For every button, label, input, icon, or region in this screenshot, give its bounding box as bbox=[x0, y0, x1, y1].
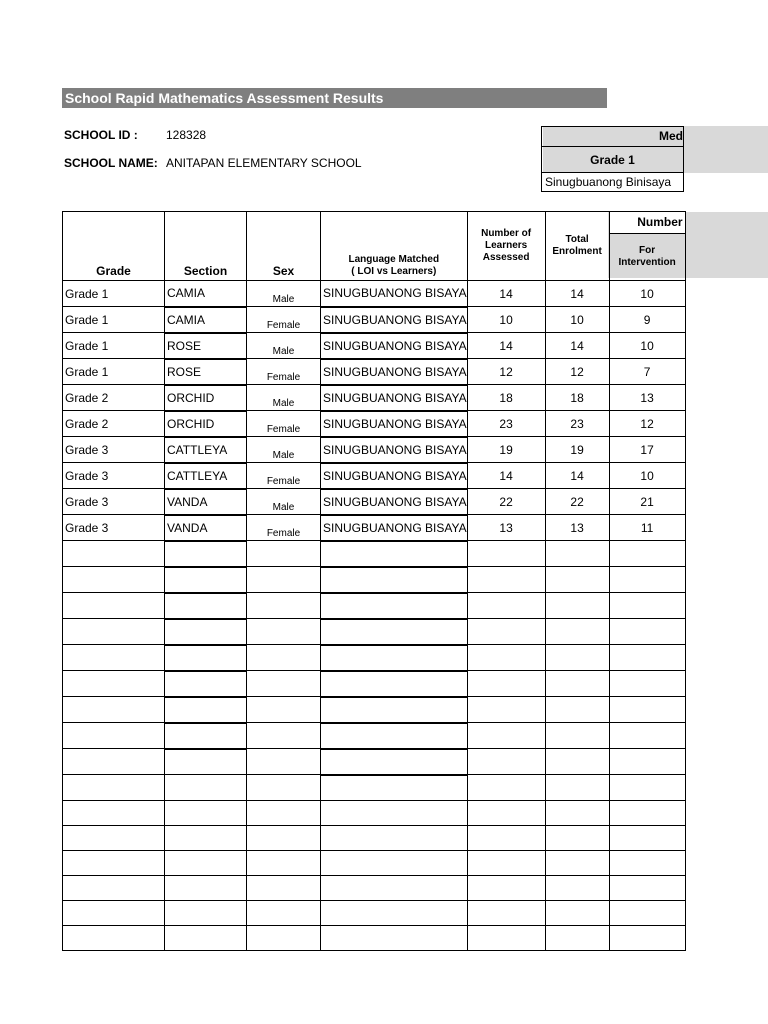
empty-cell[interactable] bbox=[467, 900, 545, 925]
medium-grade: Grade 1 bbox=[541, 146, 684, 173]
cell-sex: Female bbox=[247, 307, 321, 333]
empty-row bbox=[63, 825, 686, 850]
cell-enrolment: 10 bbox=[545, 307, 609, 333]
empty-cell[interactable] bbox=[247, 900, 321, 925]
cell-intervention: 21 bbox=[609, 489, 685, 515]
empty-cell[interactable] bbox=[63, 800, 165, 825]
empty-row bbox=[63, 541, 686, 567]
empty-cell[interactable] bbox=[545, 723, 609, 749]
empty-cell[interactable] bbox=[321, 723, 468, 749]
empty-cell[interactable] bbox=[165, 567, 247, 593]
col-assessed-header bbox=[467, 212, 545, 281]
cell-enrolment: 14 bbox=[545, 333, 609, 359]
cell-language: SINUGBUANONG BISAYA bbox=[321, 281, 468, 307]
empty-cell[interactable] bbox=[545, 567, 609, 593]
empty-cell[interactable] bbox=[165, 723, 247, 749]
empty-cell[interactable] bbox=[545, 541, 609, 567]
school-name-value: ANITAPAN ELEMENTARY SCHOOL bbox=[166, 156, 362, 170]
cell-language: SINUGBUANONG BISAYA bbox=[321, 515, 468, 541]
cell-grade: Grade 1 bbox=[63, 359, 165, 385]
empty-row bbox=[63, 900, 686, 925]
cell-language: SINUGBUANONG BISAYA bbox=[321, 307, 468, 333]
empty-row bbox=[63, 619, 686, 645]
empty-cell[interactable] bbox=[165, 541, 247, 567]
empty-cell[interactable] bbox=[321, 593, 468, 619]
cell-enrolment: 12 bbox=[545, 359, 609, 385]
cell-section: ORCHID bbox=[165, 385, 247, 411]
empty-cell[interactable] bbox=[609, 850, 685, 875]
empty-cell[interactable] bbox=[247, 850, 321, 875]
cell-enrolment: 14 bbox=[545, 281, 609, 307]
empty-cell[interactable] bbox=[63, 541, 165, 567]
cell-assessed: 10 bbox=[467, 307, 545, 333]
empty-cell[interactable] bbox=[609, 875, 685, 900]
cell-assessed: 13 bbox=[467, 515, 545, 541]
cell-grade: Grade 2 bbox=[63, 411, 165, 437]
empty-row bbox=[63, 697, 686, 723]
cell-intervention: 17 bbox=[609, 437, 685, 463]
col-language-header bbox=[321, 212, 468, 281]
empty-cell[interactable] bbox=[63, 567, 165, 593]
empty-cell[interactable] bbox=[247, 925, 321, 950]
cell-sex: Female bbox=[247, 463, 321, 489]
col-assessed-line2: Learners bbox=[484, 240, 528, 251]
empty-cell[interactable] bbox=[165, 850, 247, 875]
cell-grade: Grade 2 bbox=[63, 385, 165, 411]
empty-cell[interactable] bbox=[321, 900, 468, 925]
empty-cell[interactable] bbox=[609, 925, 685, 950]
empty-cell[interactable] bbox=[165, 775, 247, 801]
table-row bbox=[63, 489, 686, 515]
cell-sex: Male bbox=[247, 333, 321, 359]
cell-enrolment: 22 bbox=[545, 489, 609, 515]
empty-cell[interactable] bbox=[545, 825, 609, 850]
col-intervention-header bbox=[609, 233, 685, 280]
empty-cell[interactable] bbox=[609, 900, 685, 925]
col-language-subtitle: ( LOI vs Learners) bbox=[351, 266, 437, 277]
cell-enrolment: 23 bbox=[545, 411, 609, 437]
empty-cell[interactable] bbox=[165, 825, 247, 850]
col-intervention-line2: Intervention bbox=[618, 256, 676, 268]
empty-cell[interactable] bbox=[63, 850, 165, 875]
empty-cell[interactable] bbox=[247, 697, 321, 723]
cell-section: CATTLEYA bbox=[165, 437, 247, 463]
empty-cell[interactable] bbox=[247, 671, 321, 697]
empty-cell[interactable] bbox=[321, 645, 468, 671]
empty-cell[interactable] bbox=[467, 850, 545, 875]
cell-section: VANDA bbox=[165, 489, 247, 515]
empty-cell[interactable] bbox=[165, 900, 247, 925]
empty-cell[interactable] bbox=[545, 900, 609, 925]
col-language-title: Language Matched bbox=[348, 254, 440, 265]
empty-cell[interactable] bbox=[321, 671, 468, 697]
table-row bbox=[63, 359, 686, 385]
school-id-value: 128328 bbox=[166, 128, 207, 142]
empty-cell[interactable] bbox=[545, 775, 609, 801]
empty-cell[interactable] bbox=[63, 775, 165, 801]
cell-intervention: 13 bbox=[609, 385, 685, 411]
empty-cell[interactable] bbox=[63, 925, 165, 950]
empty-cell[interactable] bbox=[609, 593, 685, 619]
empty-cell[interactable] bbox=[247, 749, 321, 775]
col-assessed-line3: Assessed bbox=[482, 252, 530, 263]
empty-cell[interactable] bbox=[609, 541, 685, 567]
table-row bbox=[63, 437, 686, 463]
table-row bbox=[63, 515, 686, 541]
cell-assessed: 12 bbox=[467, 359, 545, 385]
empty-cell[interactable] bbox=[247, 723, 321, 749]
cell-intervention: 7 bbox=[609, 359, 685, 385]
cell-sex: Male bbox=[247, 489, 321, 515]
empty-cell[interactable] bbox=[467, 925, 545, 950]
empty-cell[interactable] bbox=[321, 800, 468, 825]
cell-section: CATTLEYA bbox=[165, 463, 247, 489]
empty-cell[interactable] bbox=[545, 619, 609, 645]
empty-cell[interactable] bbox=[545, 850, 609, 875]
col-enrolment-line1: Total bbox=[565, 234, 589, 245]
table-row bbox=[63, 463, 686, 489]
empty-cell[interactable] bbox=[321, 850, 468, 875]
empty-cell[interactable] bbox=[609, 800, 685, 825]
empty-row bbox=[63, 925, 686, 950]
table-row bbox=[63, 385, 686, 411]
cell-enrolment: 19 bbox=[545, 437, 609, 463]
cell-section: CAMIA bbox=[165, 281, 247, 307]
empty-cell[interactable] bbox=[165, 593, 247, 619]
empty-cell[interactable] bbox=[63, 749, 165, 775]
col-section-header: Section bbox=[165, 212, 247, 281]
empty-cell[interactable] bbox=[609, 697, 685, 723]
cell-language: SINUGBUANONG BISAYA bbox=[321, 411, 468, 437]
cell-grade: Grade 1 bbox=[63, 281, 165, 307]
col-number-header: Number bbox=[609, 212, 685, 234]
cell-grade: Grade 3 bbox=[63, 463, 165, 489]
cell-assessed: 14 bbox=[467, 333, 545, 359]
cell-language: SINUGBUANONG BISAYA bbox=[321, 489, 468, 515]
cell-grade: Grade 1 bbox=[63, 333, 165, 359]
cell-sex: Female bbox=[247, 515, 321, 541]
cell-assessed: 19 bbox=[467, 437, 545, 463]
empty-cell[interactable] bbox=[247, 541, 321, 567]
empty-cell[interactable] bbox=[467, 567, 545, 593]
empty-cell[interactable] bbox=[247, 593, 321, 619]
cell-enrolment: 18 bbox=[545, 385, 609, 411]
empty-cell[interactable] bbox=[63, 645, 165, 671]
cell-language: SINUGBUANONG BISAYA bbox=[321, 333, 468, 359]
empty-cell[interactable] bbox=[247, 800, 321, 825]
empty-cell[interactable] bbox=[467, 671, 545, 697]
empty-cell[interactable] bbox=[321, 749, 468, 775]
medium-of-instruction-box bbox=[541, 126, 684, 192]
empty-cell[interactable] bbox=[321, 775, 468, 801]
empty-cell[interactable] bbox=[247, 825, 321, 850]
empty-cell[interactable] bbox=[545, 925, 609, 950]
empty-cell[interactable] bbox=[609, 619, 685, 645]
col-enrolment-header bbox=[545, 212, 609, 281]
cell-assessed: 18 bbox=[467, 385, 545, 411]
cell-section: CAMIA bbox=[165, 307, 247, 333]
empty-cell[interactable] bbox=[247, 645, 321, 671]
empty-row bbox=[63, 875, 686, 900]
cell-enrolment: 13 bbox=[545, 515, 609, 541]
empty-row bbox=[63, 645, 686, 671]
cell-grade: Grade 3 bbox=[63, 489, 165, 515]
col-assessed-line1: Number of bbox=[481, 228, 532, 239]
empty-cell[interactable] bbox=[63, 825, 165, 850]
empty-cell[interactable] bbox=[321, 925, 468, 950]
empty-cell[interactable] bbox=[467, 541, 545, 567]
empty-cell[interactable] bbox=[63, 875, 165, 900]
empty-cell[interactable] bbox=[545, 875, 609, 900]
table-row bbox=[63, 307, 686, 333]
empty-row bbox=[63, 749, 686, 775]
cell-language: SINUGBUANONG BISAYA bbox=[321, 385, 468, 411]
empty-cell[interactable] bbox=[63, 671, 165, 697]
empty-cell[interactable] bbox=[165, 875, 247, 900]
empty-cell[interactable] bbox=[467, 723, 545, 749]
empty-cell[interactable] bbox=[321, 567, 468, 593]
cell-sex: Female bbox=[247, 359, 321, 385]
empty-cell[interactable] bbox=[545, 800, 609, 825]
empty-row bbox=[63, 775, 686, 801]
empty-cell[interactable] bbox=[63, 723, 165, 749]
empty-cell[interactable] bbox=[609, 749, 685, 775]
empty-cell[interactable] bbox=[247, 567, 321, 593]
col-grade-header: Grade bbox=[63, 212, 165, 281]
empty-cell[interactable] bbox=[467, 619, 545, 645]
empty-cell[interactable] bbox=[321, 541, 468, 567]
cell-intervention: 11 bbox=[609, 515, 685, 541]
empty-cell[interactable] bbox=[165, 619, 247, 645]
cell-sex: Female bbox=[247, 411, 321, 437]
cell-intervention: 9 bbox=[609, 307, 685, 333]
empty-cell[interactable] bbox=[609, 567, 685, 593]
empty-cell[interactable] bbox=[467, 749, 545, 775]
cell-language: SINUGBUANONG BISAYA bbox=[321, 359, 468, 385]
empty-cell[interactable] bbox=[545, 671, 609, 697]
empty-row bbox=[63, 850, 686, 875]
col-intervention-line1: For bbox=[639, 244, 656, 256]
empty-cell[interactable] bbox=[609, 825, 685, 850]
cell-sex: Male bbox=[247, 281, 321, 307]
cell-sex: Male bbox=[247, 385, 321, 411]
empty-row bbox=[63, 800, 686, 825]
empty-cell[interactable] bbox=[545, 749, 609, 775]
cell-language: SINUGBUANONG BISAYA bbox=[321, 463, 468, 489]
empty-cell[interactable] bbox=[165, 671, 247, 697]
empty-cell[interactable] bbox=[247, 619, 321, 645]
empty-cell[interactable] bbox=[467, 800, 545, 825]
cell-assessed: 14 bbox=[467, 281, 545, 307]
cell-language: SINUGBUANONG BISAYA bbox=[321, 437, 468, 463]
empty-cell[interactable] bbox=[467, 697, 545, 723]
empty-cell[interactable] bbox=[63, 619, 165, 645]
empty-cell[interactable] bbox=[609, 645, 685, 671]
empty-cell[interactable] bbox=[63, 697, 165, 723]
empty-cell[interactable] bbox=[467, 875, 545, 900]
empty-cell[interactable] bbox=[467, 825, 545, 850]
cell-intervention: 12 bbox=[609, 411, 685, 437]
cell-assessed: 22 bbox=[467, 489, 545, 515]
results-table bbox=[62, 211, 686, 951]
empty-cell[interactable] bbox=[247, 775, 321, 801]
medium-language: Sinugbuanong Binisaya bbox=[541, 172, 684, 192]
empty-cell[interactable] bbox=[609, 671, 685, 697]
cell-enrolment: 14 bbox=[545, 463, 609, 489]
empty-cell[interactable] bbox=[545, 645, 609, 671]
empty-cell[interactable] bbox=[247, 875, 321, 900]
school-id-label: SCHOOL ID : bbox=[64, 128, 138, 142]
empty-row bbox=[63, 723, 686, 749]
medium-header: Med bbox=[541, 126, 684, 147]
empty-row bbox=[63, 671, 686, 697]
empty-cell[interactable] bbox=[321, 619, 468, 645]
cell-section: ROSE bbox=[165, 359, 247, 385]
empty-cell[interactable] bbox=[165, 697, 247, 723]
empty-cell[interactable] bbox=[467, 775, 545, 801]
empty-cell[interactable] bbox=[321, 875, 468, 900]
empty-cell[interactable] bbox=[165, 925, 247, 950]
report-title: School Rapid Mathematics Assessment Results bbox=[62, 88, 607, 108]
empty-cell[interactable] bbox=[609, 775, 685, 801]
empty-cell[interactable] bbox=[545, 593, 609, 619]
cell-grade: Grade 3 bbox=[63, 437, 165, 463]
cell-grade: Grade 1 bbox=[63, 307, 165, 333]
empty-cell[interactable] bbox=[321, 697, 468, 723]
empty-cell[interactable] bbox=[165, 800, 247, 825]
empty-cell[interactable] bbox=[165, 645, 247, 671]
cell-section: VANDA bbox=[165, 515, 247, 541]
empty-cell[interactable] bbox=[321, 825, 468, 850]
cell-sex: Male bbox=[247, 437, 321, 463]
table-row bbox=[63, 333, 686, 359]
cell-section: ROSE bbox=[165, 333, 247, 359]
empty-cell[interactable] bbox=[467, 645, 545, 671]
empty-cell[interactable] bbox=[609, 723, 685, 749]
empty-cell[interactable] bbox=[63, 593, 165, 619]
cell-intervention: 10 bbox=[609, 463, 685, 489]
empty-cell[interactable] bbox=[545, 697, 609, 723]
empty-cell[interactable] bbox=[165, 749, 247, 775]
empty-row bbox=[63, 593, 686, 619]
empty-cell[interactable] bbox=[467, 593, 545, 619]
col-sex-header: Sex bbox=[247, 212, 321, 281]
cell-intervention: 10 bbox=[609, 281, 685, 307]
cell-intervention: 10 bbox=[609, 333, 685, 359]
school-name-label: SCHOOL NAME: bbox=[64, 156, 158, 170]
cell-assessed: 23 bbox=[467, 411, 545, 437]
empty-cell[interactable] bbox=[63, 900, 165, 925]
empty-row bbox=[63, 567, 686, 593]
col-enrolment-line2: Enrolment bbox=[552, 246, 602, 257]
table-row bbox=[63, 281, 686, 307]
cell-assessed: 14 bbox=[467, 463, 545, 489]
table-row bbox=[63, 411, 686, 437]
cell-grade: Grade 3 bbox=[63, 515, 165, 541]
cell-section: ORCHID bbox=[165, 411, 247, 437]
